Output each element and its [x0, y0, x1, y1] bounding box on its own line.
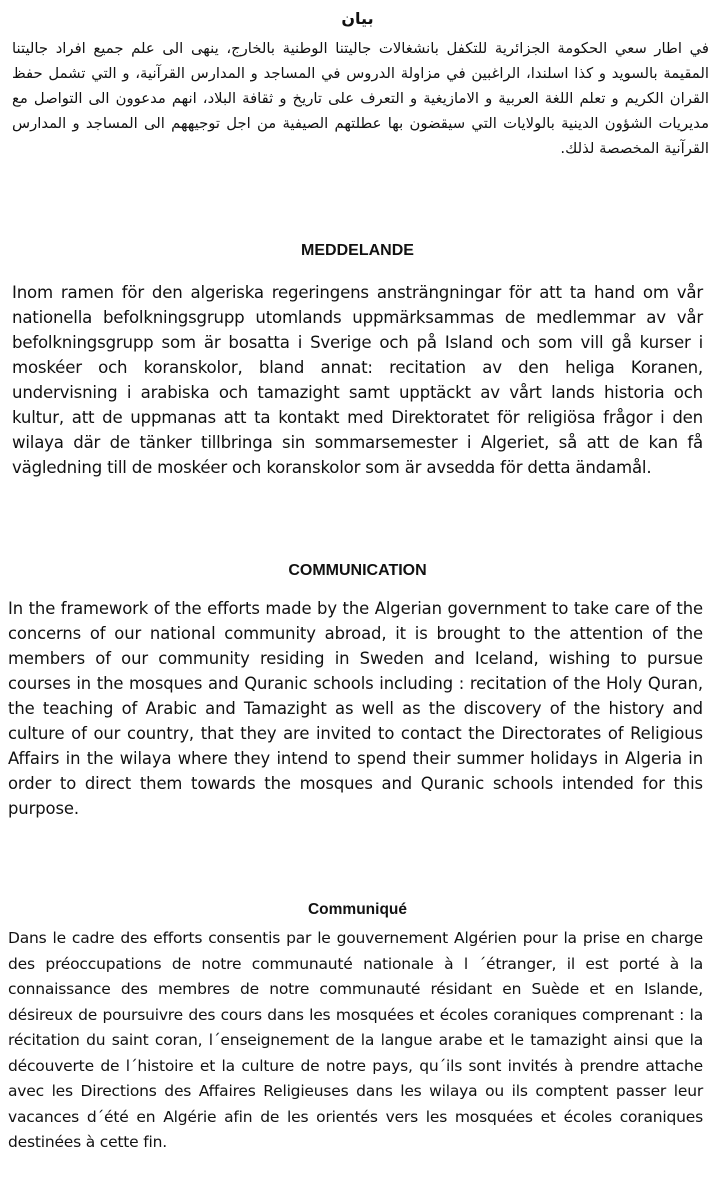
french-section — [0, 898, 715, 1156]
swedish-section — [0, 240, 715, 480]
english-title: COMMUNICATION — [288, 562, 427, 579]
french-title: Communiqué — [307, 901, 408, 918]
arabic-title: بيان — [341, 9, 374, 28]
french-body: Dans le cadre des efforts consentis par le gouvernement Algérien pour la prise en charge des préoccupations de notre communauté nationale à l ´étranger, il est porté à la connaissance des membres de notre communauté résidant en Suède et en Islande, désireux de poursuivre des cours dans les mosquées et écoles coraniques comprenant : la récitation du saint coran, l´enseignement de la langue arabe et le tamazight ainsi que la découverte de l´histoire et la culture de notre pays, qu´ils sont invités à prendre attache avec les Directions des Affaires Religieuses dans les wilaya ou ils comptent passer leur vacances d´été en Algérie afin de les orientés vers les mosquées et écoles coraniques destinées à cette fin. — [8, 929, 703, 1151]
swedish-body: Inom ramen för den algeriska regeringens ansträngningar för att ta hand om vår nationella befolkningsgrupp utomlands uppmärksammas de medlemmar av vår befolkningsgrupp som är bosatta i Sverige och på Island och som vill gå kurser i moskéer och koranskolor, bland annat: recitation av den heliga Koranen, undervisning i arabiska och tamazight samt upptäckt av vårt lands historia och kultur, att de uppmanas att ta kontakt med Direktoratet för religiösa frågor i den wilaya där de tänker tillbringa sin sommarsemester i Algeriet, så att de kan få vägledning till de moskéer och koranskolor som är avsedda för detta ändamål. — [12, 283, 703, 477]
arabic-body: في اطار سعي الحكومة الجزائرية للتكفل بانشغالات جاليتنا الوطنية بالخارج، ينهى الى علم جميع افراد جاليتنا المقيمة بالسويد و كذا اسلندا، الراغبين في مزاولة الدروس في المساجد و المدارس القرآنية، و التي تشمل حفظ القران الكريم و تعلم اللغة العربية و الامازيغية و التعرف على تاريخ و ثقافة البلاد، انهم مدعوون الى التواصل مع مديريات الشؤون الدينية بالولايات التي سيقضون بها عطلتهم الصيفية من اجل توجيههم الى المساجد و المدارس القرآنية المخصصة لذلك. — [12, 40, 709, 157]
arabic-section — [0, 6, 715, 161]
swedish-title: MEDDELANDE — [301, 242, 414, 259]
english-body: In the framework of the efforts made by the Algerian government to take care of the concerns of our national community abroad, it is brought to the attention of the members of our community residing in Sweden and Iceland, wishing to pursue courses in the mosques and Quranic schools including : recitation of the Holy Quran, the teaching of Arabic and Tamazight as well as the discovery of the history and culture of our country, that they are invited to contact the Directorates of Religious Affairs in the wilaya where they intend to spend their summer holidays in Algeria in order to direct them towards the mosques and Quranic schools intended for this purpose. — [8, 599, 703, 818]
english-section — [0, 560, 715, 821]
